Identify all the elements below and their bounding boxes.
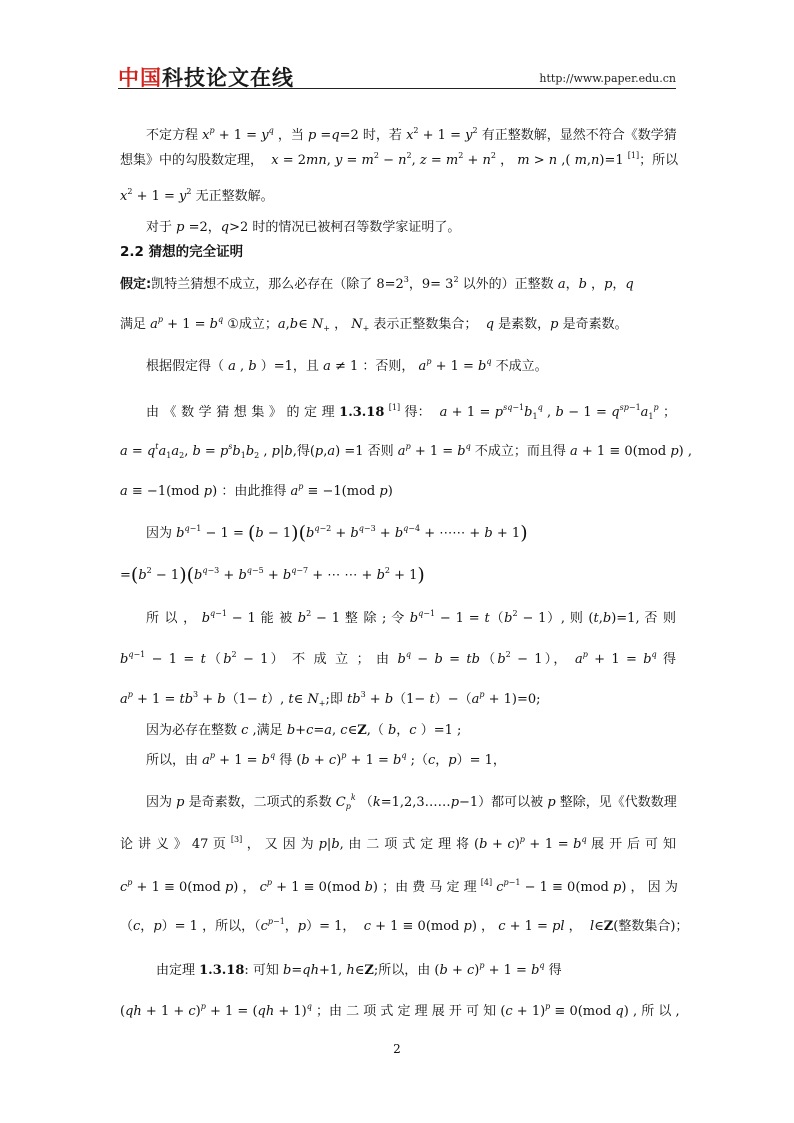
paragraph-line: 对于 p =2，q>2 时的情况已被柯召等数学家证明了。 — [146, 220, 461, 235]
equation-line: $=(b^2 - 1)(b^{q-3} + b^{q-5} + b^{q-7}$ + ⋯ ⋯ + $b^2 + 1$) — [120, 564, 425, 586]
logo-dark-text: 科技论文在线 — [162, 66, 294, 90]
paragraph-line: $a^p + 1 = tb^3 + b(1- t)$, t∈ $N_+$;即 $tb^3 + b(1- t)-(a^p + 1)=0$; — [120, 690, 541, 708]
assumption-paragraph: 假定:凯特兰猜想不成立，那么必存在（除了 $8=2^3$，$9= 3^2$ 以外的）正整数 a，b ，p，q — [120, 275, 634, 292]
theorem-ref: 1.3.18 — [339, 405, 385, 420]
logo-red-text: 中国 — [118, 66, 162, 90]
paragraph-line: 所以，由 $a^p + 1 = b^q$ 得 $(b + c)^p + 1 = b^q$ ;（c，p）= 1， — [146, 751, 506, 768]
paragraph-line: 因为 p 是奇素数，二项式的系数 $C_p^k$ （k=1,2,3……p−1）都可以被 p 整除，见《代数数理 — [146, 793, 677, 811]
site-logo — [118, 62, 294, 92]
theorem-ref: 1.3.18 — [199, 963, 245, 978]
paragraph-line: 论 讲 义 》 47 页 [3] ， 又 因 为 p|b, 由 二 项 式 定 理 将 $(b + c)^p + 1 = b^q$ 展 开 后 可 知 — [120, 835, 676, 852]
paragraph-line: $b^{q-1} - 1 = t(b^2 - 1)$ 不 成 立 ； 由 $b^q - b = tb(b^2 - 1)$， $a^p + 1 = b^q$ 得 — [120, 650, 676, 667]
section-heading: 2.2 猜想的完全证明 — [120, 244, 244, 260]
paragraph-line: 根据假定得（ a , b ）=1，且 a ≠ 1 ：否则， $a^p + 1 = b^q$ 不成立。 — [146, 357, 548, 374]
page-header — [118, 60, 676, 89]
paragraph-line: $a = q^ta_1a_2$, $b = p^sb_1b_2$ , p|b,得(p,a) =1 否则 $a^p + 1 = b^q$ 不成立；而且得 a + 1 ≡ 0(mod p) , — [120, 442, 692, 460]
paragraph-line: $x^2 + 1 = y^2$ 无正整数解。 — [120, 187, 274, 204]
paragraph-line: 由 《 数 学 猜 想 集 》 的 定 理 1.3.18 [1] 得： $a + 1 = p^{sq-1}b_1^q$ , $b - 1 = q^{sp-1}a_1^p$ ； — [146, 403, 676, 421]
assumption-label: 假定: — [120, 277, 152, 292]
page-number: 2 — [393, 1042, 401, 1056]
equation-line: 因为 $b^{q-1} - 1 = (b - 1)(b^{q-2} + b^{q-3} + b^{q-4}$ + ⋯⋯ + b + 1) — [146, 522, 528, 544]
paragraph-line: 所 以 ， $b^{q-1} - 1$ 能 被 $b^2 - 1$ 整 除 ; 令 $b^{q-1} - 1 = t(b^2 - 1)$, 则 (t,b)=1, 否 则 — [146, 609, 676, 626]
paragraph-line: 想集》中的勾股数定理， x = 2mn, $y = m^2 - n^2$, $z = m^2 + n^2$ ， m > n ,( m,n)=1 [1]；所以 — [120, 151, 679, 168]
paragraph-line: (qh + 1 + c)$^p$ + 1 = (qh + 1)$^q$ ；由 二 项 式 定 理 展 开 可 知 $(c + 1)^p \equiv 0(mod$ q) , 所 以 , — [120, 1002, 680, 1019]
paragraph-line: （c，p）= 1 ，所以，（$c^{p-1}$，p）= 1， c + 1 ≡ 0(mod p) ， c + 1 = pl ， l∈Z(整数集合)； — [120, 917, 689, 934]
paragraph-line: 由定理 1.3.18: 可知 b=qh+1, h∈Z;所以，由 $(b + c)^p + 1 = b^q$ 得 — [156, 961, 562, 978]
header-url[interactable]: http://www.paper.edu.cn — [539, 72, 676, 85]
paragraph-line: a ≡ −1(mod p) ：由此推得 $a^p \equiv -1(mod$ p) — [120, 482, 393, 499]
paragraph-line: 不定方程 $x^p + 1 = y^q$ ，当 p =q=2 时，若 $x^2 + 1 = y^2$ 有正整数解，显然不符合《数学猜 — [146, 126, 677, 143]
paragraph-line: $c^p + 1 \equiv 0(mod$ p) ， $c^p + 1 \equiv 0(mod$ b) ；由 费 马 定 理 [4] $c^{p-1} - 1 \equiv 0(mod$ p) ， 因 为 — [120, 878, 678, 895]
paragraph-line: 满足 $a^p + 1 = b^q$ ①成立；a,b∈ $N_+$ ， $N_+$ 表示正整数集合； q 是素数，p 是奇素数。 — [120, 315, 628, 333]
paragraph-line: 因为必存在整数 c ,满足 b+c=a, c∈Z,（ b，c ）=1 ; — [146, 723, 462, 738]
